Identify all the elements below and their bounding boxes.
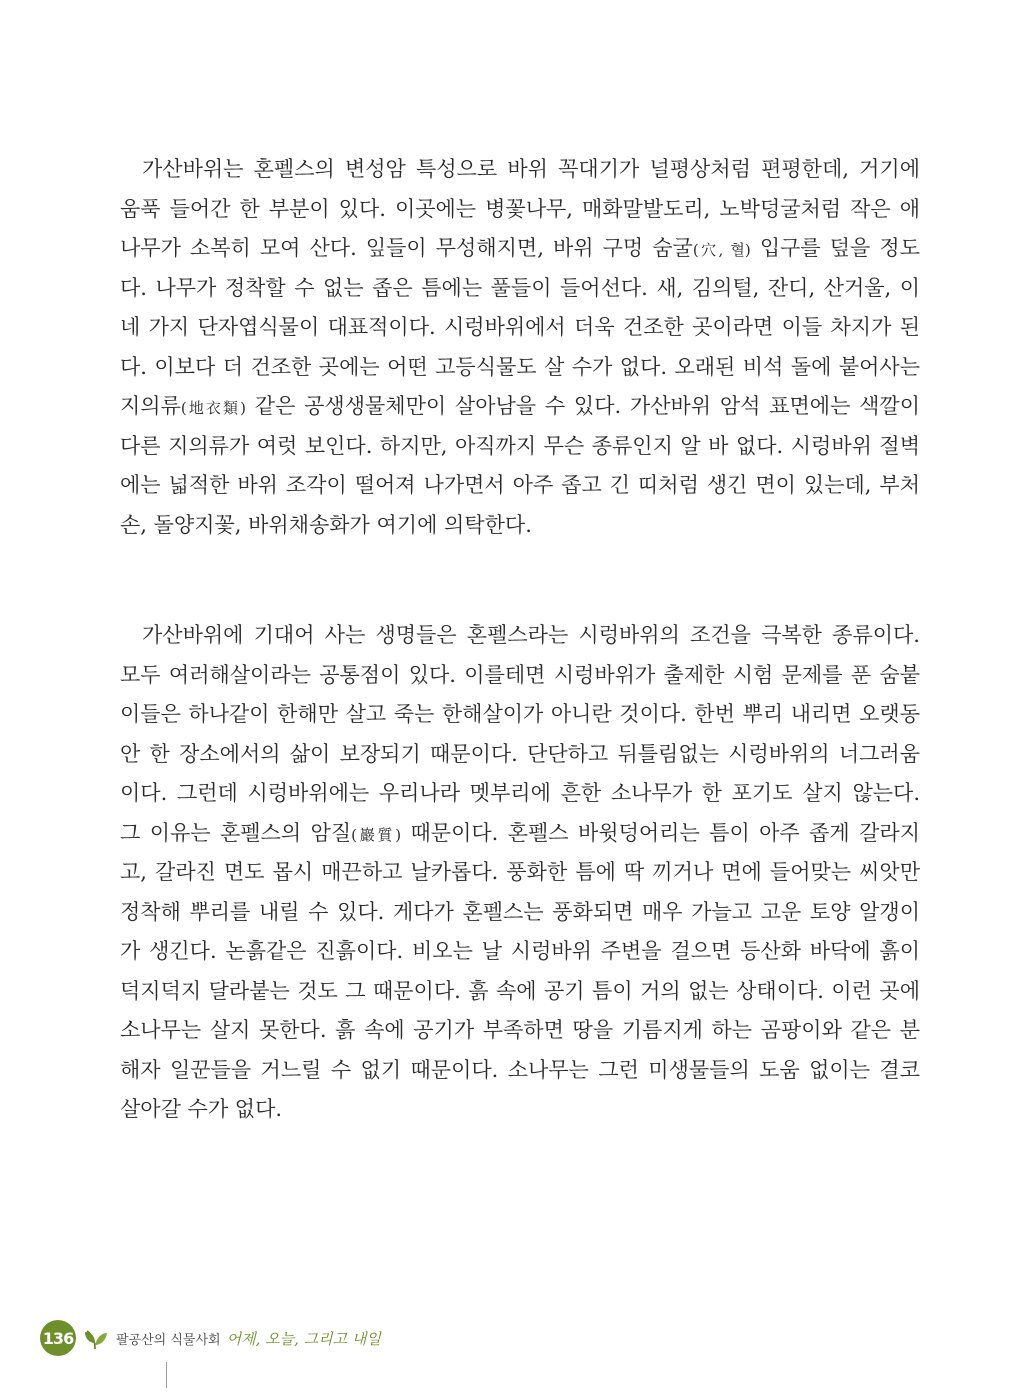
text-line: 나무가 소복히 모여 산다. 잎들이 무성해지면, 바위 구멍 숨굴(穴, 혈) 입구를 덮을 정도 xyxy=(120,236,920,260)
leaf-icon xyxy=(80,1323,110,1353)
text-line: 이다. 그런데 시렁바위에는 우리나라 멧부리에 흔한 소나무가 한 포기도 살지 않는다. xyxy=(120,781,920,805)
page-number: 136 xyxy=(40,1320,76,1356)
text-line: 모두 여러해살이라는 공통점이 있다. 이를테면 시렁바위가 출제한 시험 문제를 푼 숨붙 xyxy=(120,662,920,687)
text-line: 지의류(地衣類) 같은 공생생물체만이 살아남을 수 있다. 가산바위 암석 표면에는 색깔이 xyxy=(120,394,920,418)
text-line: 이들은 하나같이 한해만 살고 죽는 한해살이가 아니란 것이다. 한번 뿌리 내리면 오랫동 xyxy=(120,702,920,726)
text-line: 다. 나무가 정착할 수 없는 좁은 틈에는 풀들이 들어선다. 새, 김의털, 잔디, 산거울, 이 xyxy=(120,275,920,300)
text-line: 그 이유는 혼펠스의 암질(巖質) 때문이다. 혼펠스 바윗덩어리는 틈이 아주 좁게 갈라지 xyxy=(120,820,920,845)
text-line: 안 한 장소에서의 삶이 보장되기 때문이다. 단단하고 뒤틀림없는 시렁바위의 너그러움 xyxy=(120,741,920,766)
footer-divider xyxy=(166,1362,167,1388)
text-line: 움푹 들어간 한 부분이 있다. 이곳에는 병꽃나무, 매화말발도리, 노박덩굴처럼 작은 애 xyxy=(120,196,920,221)
text-line: 고, 갈라진 면도 몹시 매끈하고 날카롭다. 풍화한 틈에 딱 끼거나 면에 들어맞는 씨앗만 xyxy=(120,860,920,884)
text-line: 다. 이보다 더 건조한 곳에는 어떤 고등식물도 살 수가 없다. 오래된 비석 돌에 붙어사는 xyxy=(120,354,920,379)
text-line: 소나무는 살지 못한다. 흙 속에 공기가 부족하면 땅을 기름지게 하는 곰팡이와 같은 분 xyxy=(120,1018,920,1042)
text-line: 정착해 뿌리를 내릴 수 있다. 게다가 혼펠스는 풍화되면 매우 가늘고 고운 토양 알갱이 xyxy=(120,899,920,924)
text-line: 살아갈 수가 없다. xyxy=(120,1097,283,1121)
body-paragraph-1 xyxy=(120,150,920,545)
text-line: 덕지덕지 달라붙는 것도 그 때문이다. 흙 속에 공기 틈이 거의 없는 상태이다. 이런 곳에 xyxy=(120,978,920,1003)
text-line: 가 생긴다. 논흙같은 진흙이다. 비오는 날 시렁바위 주변을 걸으면 등산화 바닥에 흙이 xyxy=(120,939,920,963)
text-line: 가산바위는 혼펠스의 변성암 특성으로 바위 꼭대기가 널평상처럼 편평한데, 거기에 xyxy=(142,157,920,181)
text-line: 네 가지 단자엽식물이 대표적이다. 시렁바위에서 더욱 건조한 곳이라면 이들 차지가 된 xyxy=(120,315,920,339)
body-paragraph-2 xyxy=(120,616,920,1130)
page-footer xyxy=(40,1318,381,1358)
text-line: 다른 지의류가 여럿 보인다. 하지만, 아직까지 무슨 종류인지 알 바 없다. 시렁바위 절벽 xyxy=(120,433,920,458)
text-line: 손, 돌양지꽃, 바위채송화가 여기에 의탁한다. xyxy=(120,512,532,537)
text-line: 가산바위에 기대어 사는 생명들은 혼펠스라는 시렁바위의 조건을 극복한 종류이다. xyxy=(142,623,920,647)
book-title: 팔공산의 식물사회 xyxy=(116,1332,221,1348)
text-line: 해자 일꾼들을 거느릴 수 없기 때문이다. 소나무는 그런 미생물들의 도움 없이는 결코 xyxy=(120,1057,920,1082)
text-line: 에는 넓적한 바위 조각이 떨어져 나가면서 아주 좁고 긴 띠처럼 생긴 면이 있는데, 부처 xyxy=(120,473,920,497)
book-subtitle: 어제, 오늘, 그리고 내일 xyxy=(226,1329,381,1348)
